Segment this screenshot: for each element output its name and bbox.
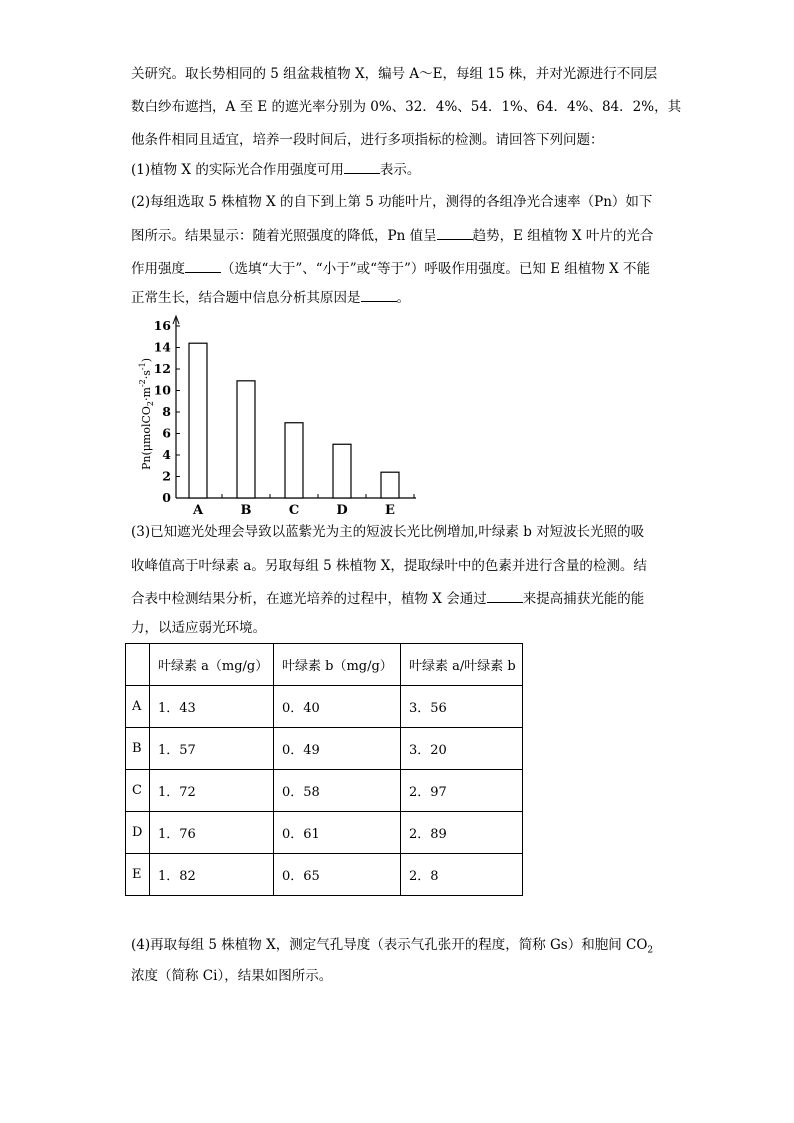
table-cell: 1．82 [150, 854, 274, 896]
bar-B [237, 381, 255, 498]
y-label-sup-2: -1 [138, 362, 147, 371]
y-label-sub: 2 [146, 400, 155, 407]
y-tick-label: 2 [162, 468, 171, 484]
question-2-line-2-suffix: 趋势，E 组植物 X 叶片的光合 [472, 228, 654, 244]
question-4-line-1 [131, 935, 653, 961]
answer-blank-1[interactable] [344, 159, 380, 174]
question-3-line-3-prefix: 合表中检测结果分析，在遮光培养的过程中，植物 X 会通过 [131, 591, 487, 607]
x-tick-label: D [336, 503, 348, 518]
y-tick-label: 6 [162, 425, 171, 441]
table-cell: D [126, 812, 150, 854]
question-4-line-1-text: (4)再取每组 5 株植物 X，测定气孔导度（表示气孔张开的程度，简称 Gs）和胞间 CO [131, 937, 648, 953]
question-3-line-3 [131, 588, 644, 609]
y-tick-label: 10 [153, 382, 171, 398]
pn-bar-chart [128, 314, 428, 518]
table-cell: 0．49 [274, 728, 401, 770]
question-2-line-4-prefix: 正常生长，结合题中信息分析其原因是 [131, 290, 361, 306]
table-cell: 1．76 [150, 812, 274, 854]
y-label-part-b: ·m [140, 387, 153, 401]
intro-line-2: 数白纱布遮挡，A 至 E 的遮光率分别为 0%、32．4%、54．1%、64．4%、84．2%，其 [131, 99, 682, 115]
bar-C [285, 423, 303, 498]
question-2-line-2-prefix: 图所示。结果显示：随着光照强度的降低，Pn 值呈 [131, 228, 437, 244]
table-cell: 3．56 [401, 686, 523, 728]
table-cell: 1．43 [150, 686, 274, 728]
question-1-prefix: (1)植物 X 的实际光合作用强度可用 [131, 162, 344, 178]
table-cell: A [126, 686, 150, 728]
y-tick-label: 4 [162, 447, 171, 462]
question-1 [131, 159, 420, 180]
y-tick-label: 12 [153, 361, 171, 376]
y-tick-label: 8 [162, 404, 171, 419]
x-tick-label: B [240, 503, 252, 518]
question-2-line-1: (2)每组选取 5 株植物 X 的自下到上第 5 功能叶片，测得的各组净光合速率（Pn）如下 [131, 194, 653, 210]
question-2-line-4-suffix: 。 [396, 290, 410, 306]
y-tick-label: 16 [153, 318, 171, 333]
table-cell: 0．61 [274, 812, 401, 854]
table-header-cell: 叶绿素 a/叶绿素 b [401, 644, 523, 686]
answer-blank-4[interactable] [361, 287, 397, 302]
table-header-row [126, 644, 523, 686]
table-cell: 1．72 [150, 770, 274, 812]
question-2-line-2 [131, 225, 653, 246]
table-cell: E [126, 854, 150, 896]
y-label-part-d: ) [140, 357, 153, 363]
question-1-suffix: 表示。 [379, 162, 421, 178]
intro-line-1: 关研究。取长势相同的 5 组盆栽植物 X，编号 A～E，每组 15 株，并对光源进行不同层 [131, 66, 658, 82]
answer-blank-3[interactable] [185, 258, 221, 273]
table-row [126, 770, 523, 812]
table-header-cell [126, 644, 150, 686]
y-tick-label: 14 [153, 339, 171, 355]
table-cell: 0．40 [274, 686, 401, 728]
table-cell: 0．65 [274, 854, 401, 896]
question-3-line-3-suffix: 来提高捕获光能的能 [522, 591, 645, 607]
x-tick-label: C [288, 503, 300, 518]
x-tick-label: A [192, 503, 204, 518]
y-label-part-c: ·s [140, 370, 153, 380]
y-tick-label: 0 [162, 490, 171, 505]
table-row [126, 812, 523, 854]
table-cell: 2．89 [401, 812, 523, 854]
answer-blank-5[interactable] [487, 588, 523, 603]
x-tick-label: E [385, 503, 395, 518]
question-4-line-2: 浓度（简称 Ci），结果如图所示。 [131, 968, 333, 984]
question-2-line-4 [131, 287, 410, 308]
question-3-line-1: (3)已知遮光处理会导致以蓝紫光为主的短波长光比例增加,叶绿素 b 对短波长光照的吸 [131, 524, 645, 540]
bar-E [381, 472, 399, 498]
svg-text:Pn(μmolCO2·m-2·s-1) [138, 358, 155, 470]
chlorophyll-table [125, 643, 523, 896]
table-cell: C [126, 770, 150, 812]
table-header-cell: 叶绿素 a（mg/g） [150, 644, 274, 686]
y-label-part-a: Pn(μmolCO [140, 406, 153, 471]
question-3-line-2: 收峰值高于叶绿素 a。另取每组 5 株植物 X，提取绿叶中的色素并进行含量的检测。结 [131, 558, 647, 574]
table-header-cell: 叶绿素 b（mg/g） [274, 644, 401, 686]
answer-blank-2[interactable] [437, 225, 473, 240]
bars [189, 343, 399, 498]
table-cell: 2．97 [401, 770, 523, 812]
y-label-sup-1: -2 [138, 379, 147, 388]
y-axis-label [138, 358, 155, 470]
table-cell: 0．58 [274, 770, 401, 812]
table-cell: 3．20 [401, 728, 523, 770]
bar-A [189, 343, 207, 498]
table-cell: B [126, 728, 150, 770]
question-3-line-4: 力，以适应弱光环境。 [131, 620, 266, 636]
question-2-line-3 [131, 258, 650, 279]
table-row [126, 854, 523, 896]
intro-line-3: 他条件相同且适宜，培养一段时间后，进行多项指标的检测。请回答下列问题： [131, 132, 604, 148]
table-row [126, 728, 523, 770]
bar-D [333, 444, 351, 498]
table-row [126, 686, 523, 728]
question-2-line-3-suffix: （选填“大于”、“小于”或“等于”）呼吸作用强度。已知 E 组植物 X 不能 [221, 261, 651, 277]
table-cell: 2．8 [401, 854, 523, 896]
table-cell: 1．57 [150, 728, 274, 770]
question-2-line-3-prefix: 作用强度 [131, 261, 185, 277]
co2-subscript: 2 [647, 945, 654, 956]
